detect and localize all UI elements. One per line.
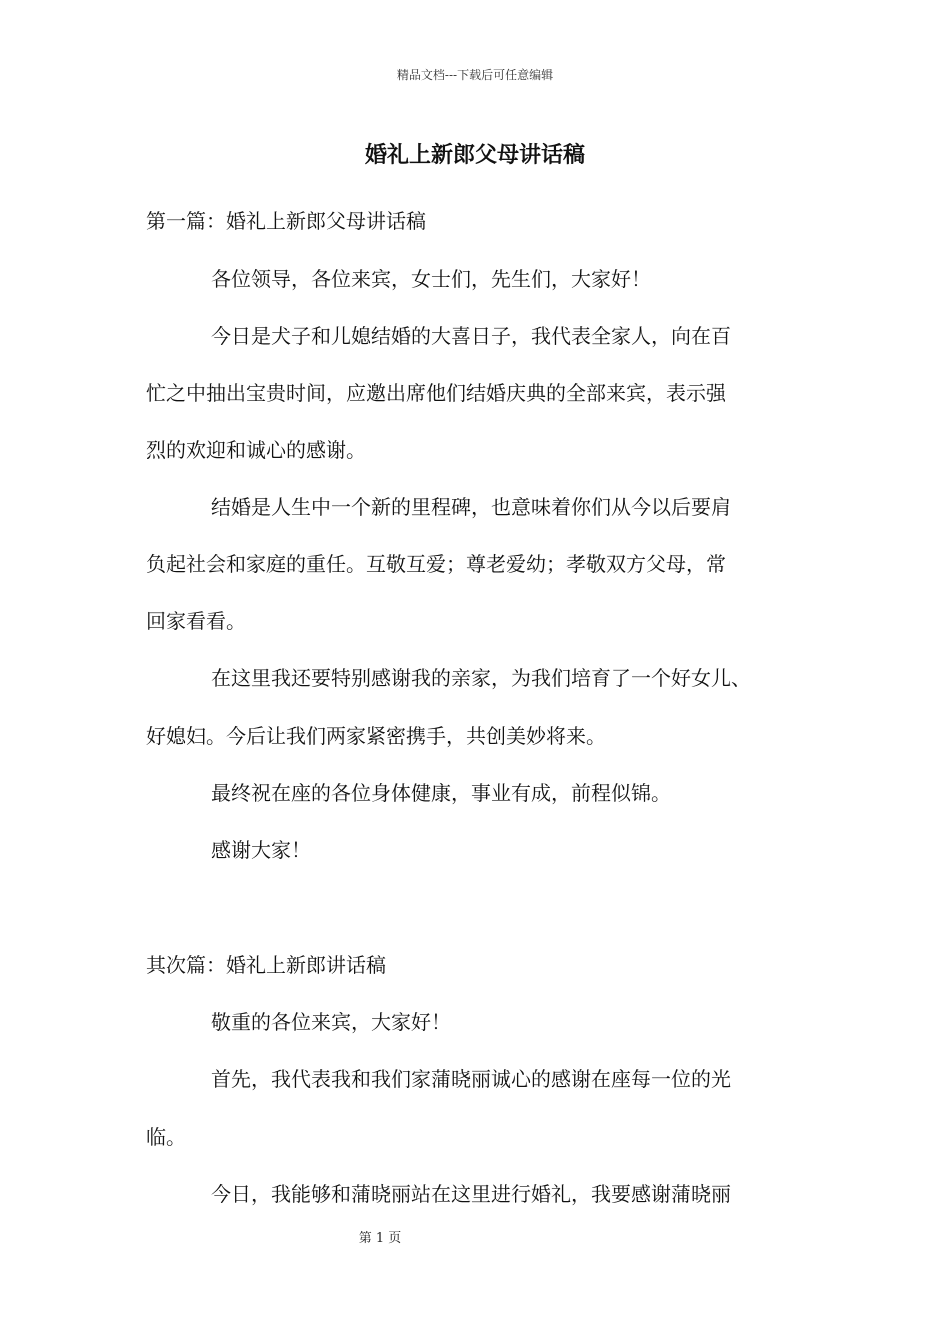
paragraph-line: 在这里我还要特别感谢我的亲家，为我们培育了一个好女儿、 bbox=[211, 666, 751, 690]
paragraph-line: 忙之中抽出宝贵时间，应邀出席他们结婚庆典的全部来宾，表示强 bbox=[146, 381, 726, 405]
paragraph-line: 负起社会和家庭的重任。互敬互爱；尊老爱幼；孝敬双方父母，常 bbox=[146, 552, 726, 576]
section-heading-2: 其次篇：婚礼上新郎讲话稿 bbox=[146, 953, 386, 977]
paragraph-line: 感谢大家！ bbox=[211, 838, 311, 862]
paragraph-line: 临。 bbox=[146, 1125, 186, 1149]
paragraph-line: 烈的欢迎和诚心的感谢。 bbox=[146, 438, 366, 462]
paragraph-line: 敬重的各位来宾，大家好！ bbox=[211, 1010, 451, 1034]
paragraph-line: 今日，我能够和蒲晓丽站在这里进行婚礼，我要感谢蒲晓丽 bbox=[211, 1182, 731, 1206]
paragraph-line: 结婚是人生中一个新的里程碑，也意味着你们从今以后要肩 bbox=[211, 495, 731, 519]
document-title: 婚礼上新郎父母讲话稿 bbox=[364, 142, 585, 168]
paragraph-line: 各位领导，各位来宾，女士们，先生们，大家好！ bbox=[211, 267, 651, 291]
section-heading-1: 第一篇：婚礼上新郎父母讲话稿 bbox=[146, 209, 426, 233]
page-number: 第 1 页 bbox=[358, 1231, 402, 1246]
paragraph-line: 最终祝在座的各位身体健康，事业有成，前程似锦。 bbox=[211, 781, 671, 805]
paragraph-line: 好媳妇。今后让我们两家紧密携手，共创美妙将来。 bbox=[146, 724, 606, 748]
page-header: 精品文档---下载后可任意编辑 bbox=[396, 68, 554, 82]
paragraph-line: 首先，我代表我和我们家蒲晓丽诚心的感谢在座每一位的光 bbox=[211, 1067, 731, 1091]
paragraph-line: 今日是犬子和儿媳结婚的大喜日子，我代表全家人，向在百 bbox=[211, 324, 731, 348]
paragraph-line: 回家看看。 bbox=[146, 609, 246, 633]
